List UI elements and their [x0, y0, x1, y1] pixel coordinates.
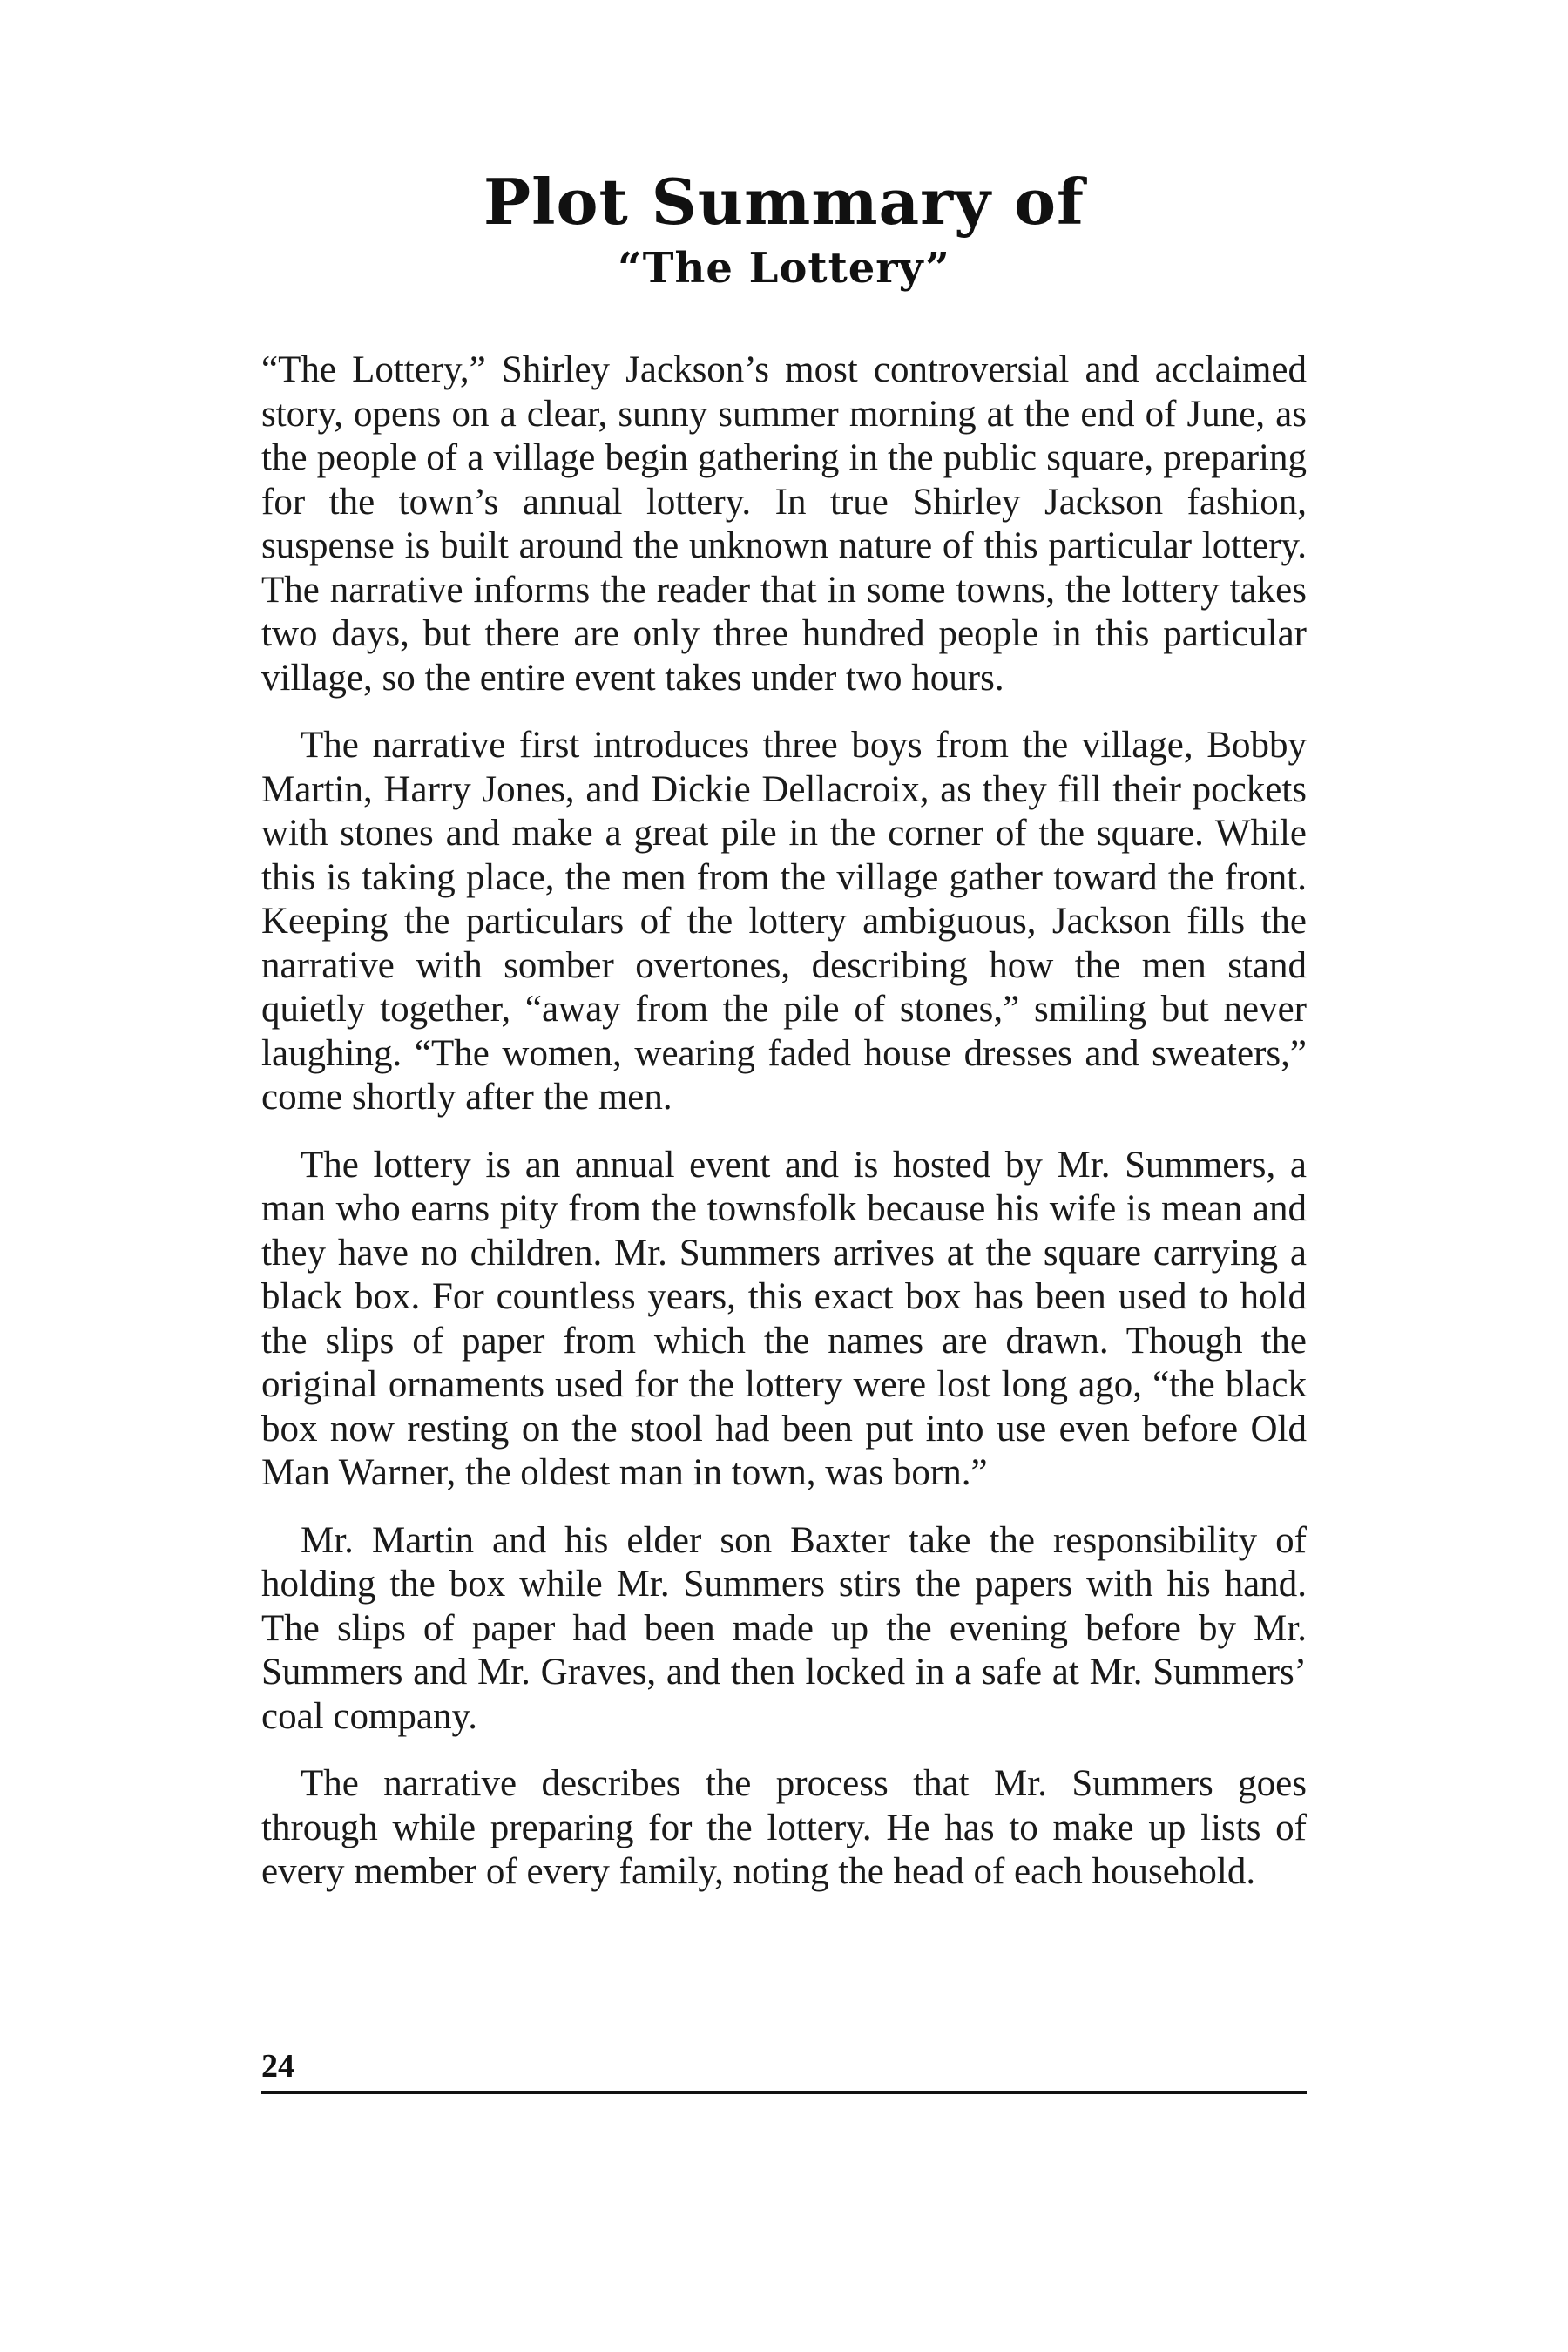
- page-footer: [261, 2049, 1307, 2094]
- page-title: Plot Summary of: [483, 165, 1085, 239]
- page-number: 24: [261, 2048, 294, 2085]
- paragraph-2: The narrative first introduces three boys from the village, Bobby Martin, Harry Jones, and Dickie Dellacroix, as they fill their pockets with stones and make a great pile in the corner of the square. While this is taking place, the men from the village gather toward the front. Keeping the particulars of the lottery ambiguous, Jackson fills the narrative with somber overtones, describing how the men stand quietly together, “away from the pile of stones,” smiling but never laughing. “The women, wearing faded house dresses and sweaters,” come shortly after the men.: [261, 725, 1307, 1118]
- footer-rule: [261, 2091, 1307, 2094]
- document-page: [261, 166, 1307, 2169]
- paragraph-5: The narrative describes the process that Mr. Summers goes through while preparing for the lottery. He has to make up lists of every member of every family, noting the head of each household.: [261, 1763, 1307, 1892]
- page-subtitle: “The Lottery”: [618, 244, 950, 293]
- paragraph-1: “The Lottery,” Shirley Jackson’s most controversial and acclaimed story, opens on a clear, sunny summer morning at the end of June, as the people of a village begin gathering in the public square, preparing for the town’s annual lottery. In true Shirley Jackson fashion, suspense is built around the unknown nature of this particular lottery. The narrative informs the reader that in some towns, the lottery takes two days, but there are only three hundred people in this particular village, so the entire event takes under two hours.: [261, 349, 1307, 699]
- body-text: [261, 348, 1307, 1895]
- paragraph-4: Mr. Martin and his elder son Baxter take the responsibility of holding the box while Mr. Summers stirs the papers with his hand. The slips of paper had been made up the evening before by Mr. Summers and Mr. Graves, and then locked in a safe at Mr. Summers’ coal company.: [261, 1519, 1307, 1737]
- paragraph-3: The lottery is an annual event and is hosted by Mr. Summers, a man who earns pity from the townsfolk because his wife is mean and they have no children. Mr. Summers arrives at the square carrying a black box. For countless years, this exact box has been used to hold the slips of paper from which the names are drawn. Though the original ornaments used for the lottery were lost long ago, “the black box now resting on the stool had been put into use even before Old Man Warner, the oldest man in town, was born.”: [261, 1144, 1307, 1493]
